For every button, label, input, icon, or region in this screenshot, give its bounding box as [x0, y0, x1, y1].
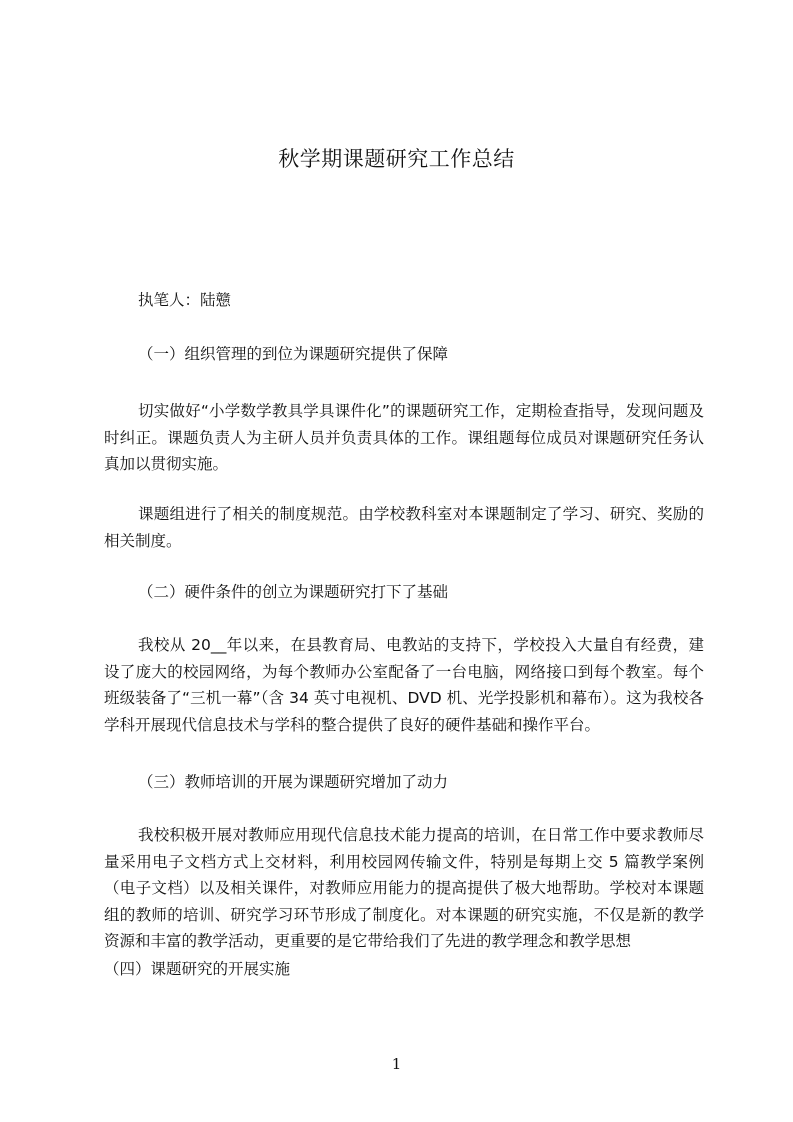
page-number: 1 — [391, 1055, 402, 1073]
paragraph-3: 我校从 20__年以来，在县教育局、电教站的支持下，学校投入大量自有经费，建设了庞大的校园网络，为每个教师办公室配备了一台电脑，网络接口到每个教室。每个班级装备了“三机一幕”（含 34 英寸电视机、DVD 机、光学投影机和幕布）。这为我校各学科开展现代信息技术与学科的整合提供了良好的硬件基础和操作平台。 — [104, 636, 704, 734]
paragraph-2: 课题组进行了相关的制度规范。由学校教科室对本课题制定了学习、研究、奖励的相关制度。 — [104, 505, 704, 550]
document-title: 秋学期课题研究工作总结 — [278, 147, 515, 171]
author-line: 执笔人：陆戆 — [138, 291, 232, 309]
paragraph-4: 我校积极开展对教师应用现代信息技术能力提高的培训，在日常工作中要求教师尽量采用电子文档方式上交材料，利用校园网传输文件，特别是每期上交 5 篇教学案例（电子文档）以及相关课件，对教师应用能力的提高提供了极大地帮助。学校对本课题组的教师的培训、研究学习环节形成了制度化。对本课题的研究实施，不仅是新的教学资源和丰富的教学活动，更重要的是它带给我们了先进的教学理念和教学思想 — [104, 826, 704, 950]
paragraph-1: 切实做好“小学数学教具学具课件化”的课题研究工作，定期检查指导，发现问题及时纠正。课题负责人为主研人员并负责具体的工作。课组题每位成员对课题研究任务认真加以贯彻实施。 — [104, 402, 704, 473]
section-heading-3: （三）教师培训的开展为课题研究增加了动力 — [138, 773, 449, 791]
section-heading-1: （一）组织管理的到位为课题研究提供了保障 — [138, 345, 449, 363]
section-heading-2: （二）硬件条件的创立为课题研究打下了基础 — [138, 583, 449, 601]
section-heading-4: （四）课题研究的开展实施 — [104, 960, 291, 978]
